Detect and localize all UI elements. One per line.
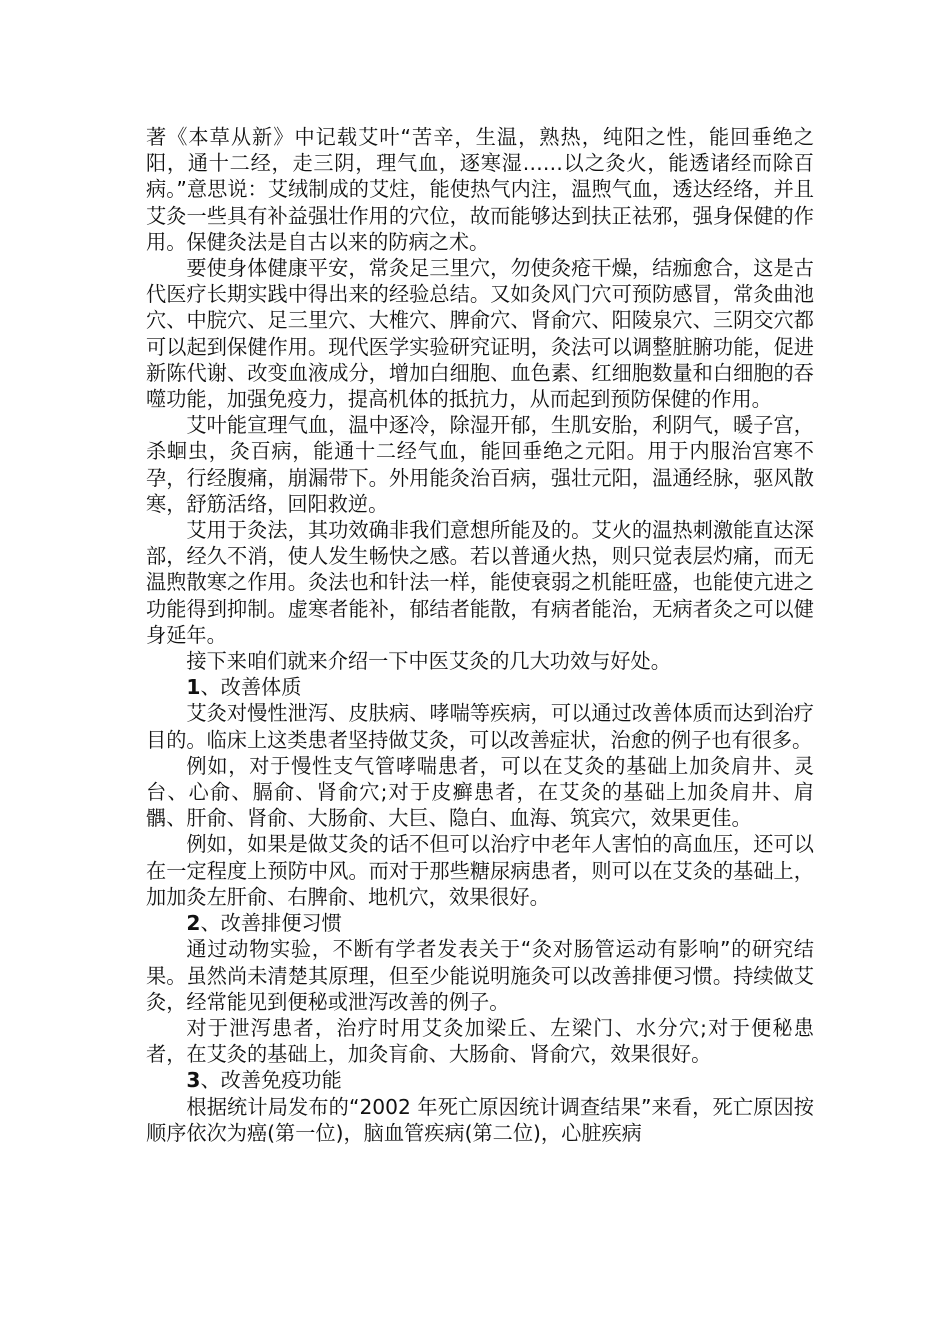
paragraph-statistics: 根据统计局发布的“2002 年死亡原因统计调查结果”来看，死亡原因按顺序依次为癌(第一位)，脑血管疾病(第二位)，心脏疾病 (146, 1094, 814, 1145)
paragraph-example-hypertension: 例如，如果是做艾灸的话不但可以治疗中老年人害怕的高血压，还可以在一定程度上预防中风。而对于那些糖尿病患者，则可以在艾灸的基础上，加加灸左肝俞、右脾俞、地机穴，效果很好。 (146, 832, 814, 909)
section-heading-3 (146, 1067, 814, 1093)
paragraph-animal-experiment: 通过动物实验，不断有学者发表关于“灸对肠管运动有影响”的研究结果。虽然尚未清楚其原理，但至少能说明施灸可以改善排便习惯。持续做艾灸，经常能见到便秘或泄泻改善的例子。 (146, 937, 814, 1014)
section-heading-1 (146, 674, 814, 700)
section-number-3: 3 (186, 1068, 201, 1093)
paragraph-zusanli: 要使身体健康平安，常灸足三里穴，勿使灸疮干燥，结痂愈合，这是古代医疗长期实践中得出来的经验总结。又如灸风门穴可预防感冒，常灸曲池穴、中脘穴、足三里穴、大椎穴、脾俞穴、肾俞穴、阳陵泉穴、三阴交穴都可以起到保健作用。现代医学实验研究证明，灸法可以调整脏腑功能，促进新陈代谢、改变血液成分，增加白细胞、血色素、红细胞数量和白细胞的吞噬功能，加强免疫力，提高机体的抵抗力，从而起到预防保健的作用。 (146, 256, 814, 412)
section-heading-2 (146, 910, 814, 936)
section-number-1: 1 (186, 675, 201, 700)
paragraph-example-asthma: 例如，对于慢性支气管哮喘患者，可以在艾灸的基础上加灸肩井、灵台、心俞、膈俞、肾俞穴;对于皮癣患者，在艾灸的基础上加灸肩井、肩髃、肝俞、肾俞、大肠俞、大巨、隐白、血海、筑宾穴，效果更佳。 (146, 753, 814, 831)
paragraph-moxibustion-effects: 艾用于灸法，其功效确非我们意想所能及的。艾火的温热刺激能直达深部，经久不消，使人发生畅快之感。若以普通火热，则只觉表层灼痛，而无温煦散寒之作用。灸法也和针法一样，能使衰弱之机能旺盛，也能使亢进之功能得到抑制。虚寒者能补，郁结者能散，有病者能治，无病者灸之可以健身延年。 (146, 518, 814, 647)
paragraph-diarrhea-constipation: 对于泄泻患者，治疗时用艾灸加梁丘、左梁门、水分穴;对于便秘患者，在艾灸的基础上，加灸肓俞、大肠俞、肾俞穴，效果很好。 (146, 1015, 814, 1067)
paragraph-introduction: 接下来咱们就来介绍一下中医艾灸的几大功效与好处。 (186, 649, 671, 674)
section-title-3: 、改善免疫功能 (200, 1068, 342, 1093)
paragraph-constitution: 艾灸对慢性泄泻、皮肤病、哮喘等疾病，可以通过改善体质而达到治疗目的。临床上这类患者坚持做艾灸，可以改善症状，治愈的例子也有很多。 (146, 701, 814, 752)
paragraph-aiye-effects: 艾叶能宣理气血，温中逐冷，除湿开郁，生肌安胎，利阴气，暖子宫，杀蛔虫，灸百病，能通十二经气血，能回垂绝之元阳。用于内服治宫寒不孕，行经腹痛，崩漏带下。外用能灸治百病，强壮元阳，温通经脉，驱风散寒，舒筋活络，回阳救逆。 (146, 413, 814, 516)
paragraph-bencao-quote: 著《本草从新》中记载艾叶“苦辛，生温，熟热，纯阳之性，能回垂绝之阳，通十二经，走三阴，理气血，逐寒湿……以之灸火，能透诸经而除百病。”意思说：艾绒制成的艾炷，能使热气内注，温煦气血，透达经络，并且艾灸一些具有补益强壮作用的穴位，故而能够达到扶正祛邪，强身保健的作用。保健灸法是自古以来的防病之术。 (146, 125, 814, 254)
section-title-2: 、改善排便习惯 (200, 911, 342, 936)
section-number-2: 2 (186, 911, 201, 936)
section-title-1: 、改善体质 (200, 675, 302, 700)
document-body (146, 124, 814, 1146)
